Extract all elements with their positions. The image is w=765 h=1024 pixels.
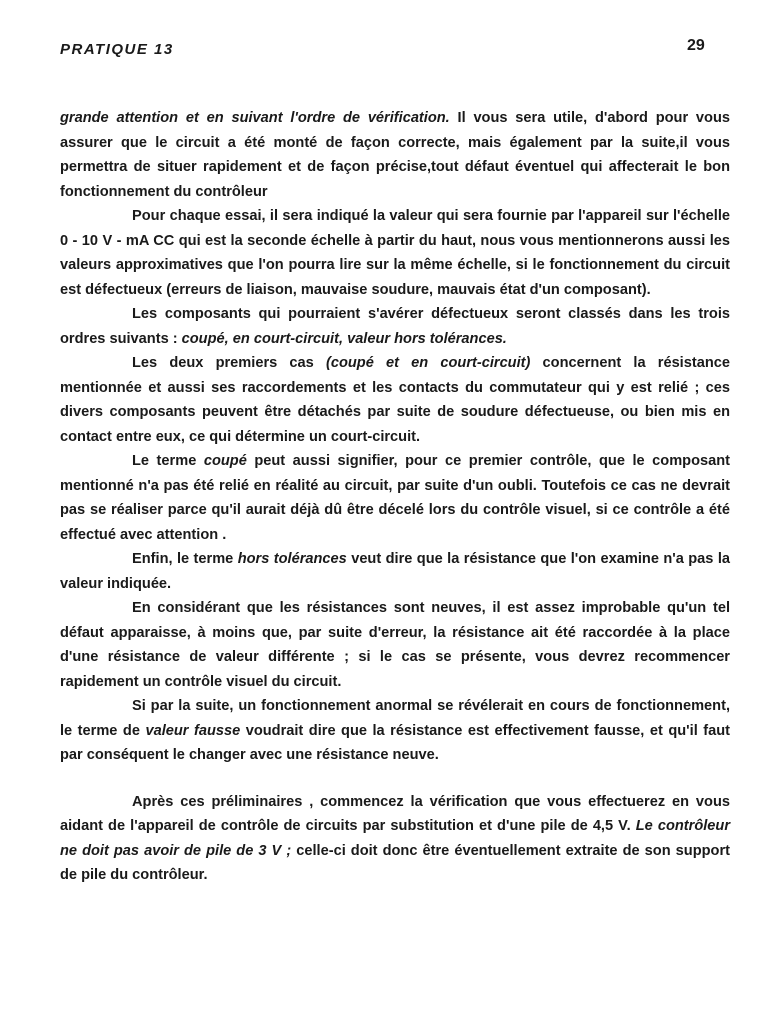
- text-run: voudrait dire que la résistance est effectivement fausse, et qu'il faut par conséquent le changer avec une résistance neuve.: [60, 722, 730, 763]
- italic-run: coupé: [203, 453, 247, 469]
- italic-run: hors tolérances: [237, 551, 347, 567]
- paragraph: [60, 106, 730, 204]
- text-run: Si par la suite, un fonctionnement anormal se révélerait en cours de fonctionnement, le terme de: [60, 698, 730, 739]
- text-run: Le terme: [132, 453, 204, 469]
- italic-run: coupé, en court-circuit, valeur hors tolérances.: [181, 330, 507, 347]
- paragraph: [60, 449, 730, 547]
- paragraph: [60, 302, 730, 351]
- text-run: veut dire que la résistance que l'on examine n'a pas la valeur indiquée.: [60, 551, 731, 592]
- paragraph: [60, 790, 730, 888]
- paragraph: [60, 204, 730, 302]
- body-text: [60, 106, 730, 888]
- running-header: PRATIQUE 13: [60, 41, 174, 58]
- italic-run: (coupé et en court-circuit): [325, 355, 531, 371]
- text-run: Pour chaque essai, il sera indiqué la valeur qui sera fournie par l'appareil sur l'échelle 0 - 10 V - mA CC qui est la seconde échelle à partir du haut, nous vous mentionnerons aussi les valeurs approximatives que l'on pourra lire sur la même échelle, si le fonctionnement du circuit est défectueux (erreurs de liaison, mauvaise soudure, mauvais état d'un composant).: [60, 208, 730, 298]
- italic-run: grande attention et en suivant l'ordre de vérification.: [60, 110, 450, 126]
- text-run: Les composants qui pourraient s'avérer défectueux seront classés dans les trois ordres suivants :: [60, 306, 730, 347]
- text-run: Il vous sera utile, d'abord pour vous assurer que le circuit a été monté de façon correcte, mais également par la suite,il vous permettra de situer rapidement et de façon précise,tout défaut éventuel qui affecterait le bon fonctionnement du contrôleur: [60, 110, 730, 200]
- text-run: Après ces préliminaires , commencez la vérification que vous effectuerez en vous aidant de l'appareil de contrôle de circuits par substitution et d'une pile de 4,5 V.: [60, 793, 730, 834]
- paragraph: [60, 547, 730, 596]
- paragraph: [60, 596, 730, 694]
- text-run: Enfin, le terme: [132, 551, 238, 567]
- paragraph: [60, 351, 730, 449]
- text-run: concernent la résistance mentionnée et aussi ses raccordements et les contacts du commutateur qui y est relié ; ces divers composants peuvent être détachés par suite de soudure défectueuse, ou bien mis en contact entre eux, ce qui détermine un court-circuit.: [60, 355, 730, 445]
- text-run: peut aussi signifier, pour ce premier contrôle, que le composant mentionné n'a pas été relié en réalité au circuit, par suite d'un oubli. Toutefois ce cas ne devrait pas se réaliser parce qu'il aurait déjà dû être décelé lors du contrôle visuel, si ce contrôle a été effectué avec attention .: [60, 453, 730, 543]
- text-run: celle-ci doit donc être éventuellement extraite de son support de pile du contrôleur.: [60, 842, 730, 883]
- italic-run: valeur fausse: [145, 722, 241, 739]
- italic-run: Le contrôleur ne doit pas avoir de pile de 3 V ;: [60, 818, 730, 859]
- paragraph: [60, 694, 730, 768]
- page-number: 29: [687, 37, 705, 54]
- text-run: En considérant que les résistances sont neuves, il est assez improbable qu'un tel défaut apparaisse, à moins que, par suite d'erreur, la résistance ait été raccordée à la place d'une résistance de valeur différente ; si le cas se présente, vous devrez recommencer rapidement un contrôle visuel du circuit.: [60, 600, 730, 690]
- text-run: Les deux premiers cas: [132, 355, 326, 371]
